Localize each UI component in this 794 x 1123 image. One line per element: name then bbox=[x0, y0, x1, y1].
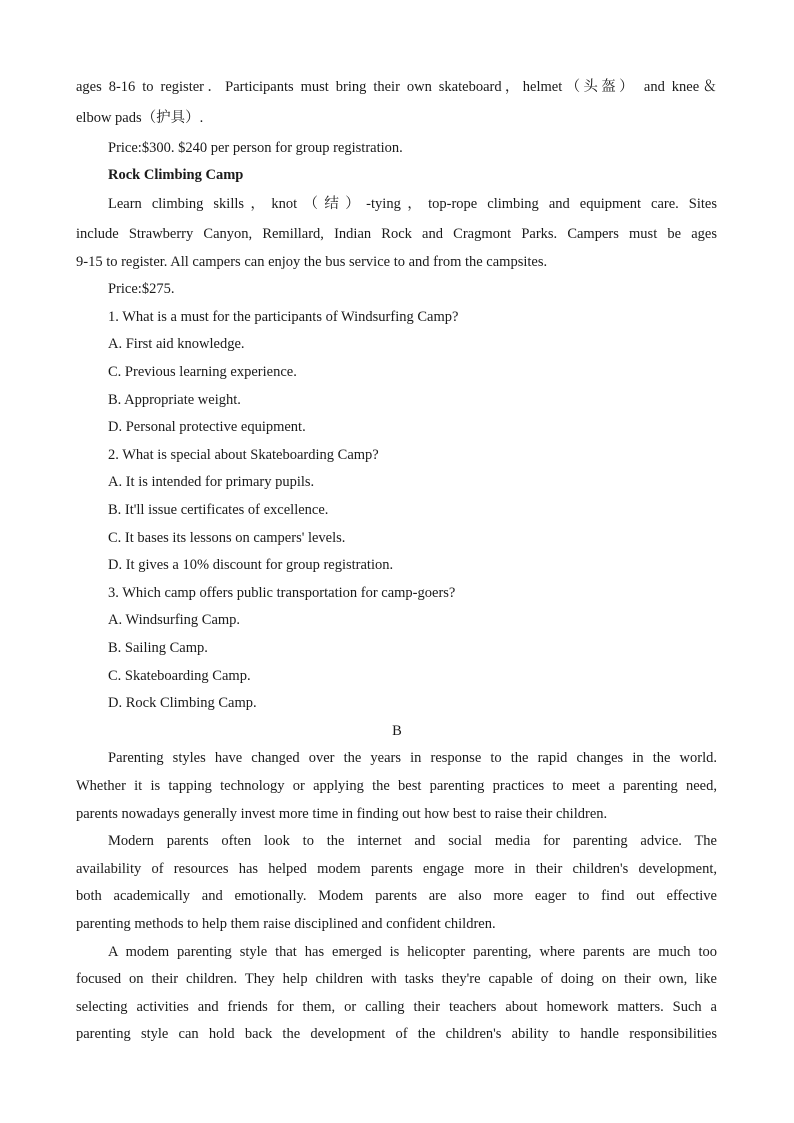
section-b-p1-line-1: Parenting styles have changed over the years in response to the rapid changes in the world. bbox=[108, 750, 717, 766]
section-b-p1-line-3: parents nowadays generally invest more time in finding out how best to raise their children. bbox=[76, 806, 608, 822]
section-b-label: B bbox=[392, 723, 402, 739]
question-3-option-d: D. Rock Climbing Camp. bbox=[108, 695, 257, 711]
rock-climbing-line-2: include Strawberry Canyon, Remillard, Indian Rock and Cragmont Parks. Campers must be ages bbox=[76, 226, 717, 242]
section-b-p3-line-1: A modem parenting style that has emerged is helicopter parenting, where parents are much too bbox=[108, 944, 717, 960]
section-b-p2-line-4: parenting methods to help them raise disciplined and confident children. bbox=[76, 916, 496, 932]
question-2-option-a: A. It is intended for primary pupils. bbox=[108, 474, 315, 490]
question-1-option-c: C. Previous learning experience. bbox=[108, 364, 297, 380]
question-1-option-b: B. Appropriate weight. bbox=[108, 392, 241, 408]
section-b-p2-line-3: both academically and emotionally. Modem parents are also more eager to find out effective bbox=[76, 888, 717, 904]
question-3-option-c: C. Skateboarding Camp. bbox=[108, 668, 251, 684]
rock-climbing-heading: Rock Climbing Camp bbox=[108, 167, 244, 183]
question-3-stem: 3. Which camp offers public transportation for camp-goers? bbox=[108, 585, 456, 601]
section-b-p2-line-1: Modern parents often look to the internet and social media for parenting advice. The bbox=[108, 833, 717, 849]
question-3-option-a: A. Windsurfing Camp. bbox=[108, 612, 241, 628]
question-1-option-a: A. First aid knowledge. bbox=[108, 336, 245, 352]
question-3-option-b: B. Sailing Camp. bbox=[108, 640, 208, 656]
question-2-option-d: D. It gives a 10% discount for group registration. bbox=[108, 557, 394, 573]
question-1-stem: 1. What is a must for the participants of Windsurfing Camp? bbox=[108, 309, 459, 325]
rock-climbing-price: Price:$275. bbox=[108, 281, 175, 297]
skateboard-price: Price:$300. $240 per person for group registration. bbox=[108, 140, 403, 156]
section-b-p3-line-4: parenting style can hold back the development of the children's ability to handle responsibilities bbox=[76, 1026, 717, 1042]
rock-climbing-line-3: 9-15 to register. All campers can enjoy the bus service to and from the campsites. bbox=[76, 254, 548, 270]
rock-climbing-line-1: Learn climbing skills，knot（结）-tying，top-rope climbing and equipment care. Sites bbox=[108, 196, 717, 212]
question-2-option-b: B. It'll issue certificates of excellence. bbox=[108, 502, 329, 518]
section-b-p2-line-2: availability of resources has helped modem parents engage more in their children's development, bbox=[76, 861, 717, 877]
question-1-option-d: D. Personal protective equipment. bbox=[108, 419, 306, 435]
section-b-p3-line-2: focused on their children. They help children with tasks they're capable of doing on their own, like bbox=[76, 971, 717, 987]
question-2-option-c: C. It bases its lessons on campers' levels. bbox=[108, 530, 346, 546]
skateboard-text-line-1: ages 8-16 to register．Participants must bring their own skateboard，helmet（头盔） and knee＆ bbox=[76, 79, 717, 95]
section-b-p1-line-2: Whether it is tapping technology or applying the best parenting practices to meet a parenting need, bbox=[76, 778, 717, 794]
question-2-stem: 2. What is special about Skateboarding Camp? bbox=[108, 447, 379, 463]
skateboard-text-line-2: elbow pads（护具）. bbox=[76, 110, 204, 126]
section-b-p3-line-3: selecting activities and friends for them, or calling their teachers about homework matters. Such a bbox=[76, 999, 717, 1015]
